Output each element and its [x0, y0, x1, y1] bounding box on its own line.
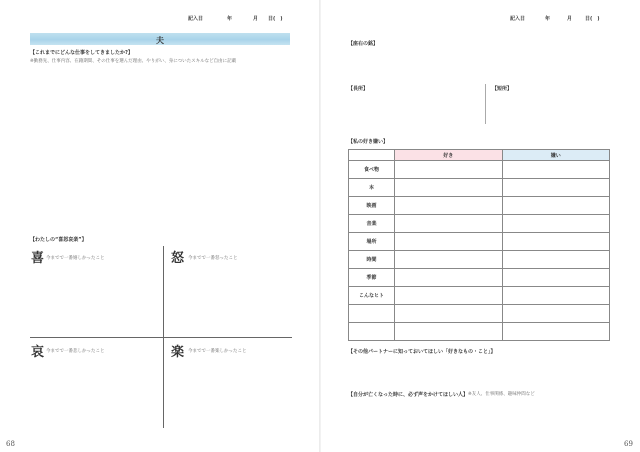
husband-header-label: 夫	[156, 36, 164, 45]
dislike-cell	[502, 251, 610, 269]
like-cell	[395, 179, 503, 197]
like-cell	[395, 287, 503, 305]
row-label: 本	[349, 179, 395, 197]
dislike-cell	[502, 269, 610, 287]
like-cell	[395, 233, 503, 251]
dislike-cell	[502, 323, 610, 341]
dislike-cell	[502, 197, 610, 215]
dislike-cell	[502, 161, 610, 179]
date-year: 年	[545, 16, 551, 22]
page-gutter	[319, 0, 321, 452]
husband-header-band	[30, 33, 290, 45]
dislike-cell	[502, 215, 610, 233]
career-note: ※勤務先、仕事内容、在籍期間、その仕事を選んだ理由、やりがい、身についたスキルなど自由に記載	[30, 59, 237, 64]
dislike-cell	[502, 179, 610, 197]
row-label: こんなヒト	[349, 287, 395, 305]
joy-prompt: 今までで一番嬉しかったこと	[46, 256, 105, 261]
date-month: 月	[567, 16, 573, 22]
right-page-number: 69	[624, 440, 633, 448]
header-like: 好き	[395, 150, 503, 161]
pleasure-kanji: 楽	[171, 345, 185, 360]
row-label	[349, 305, 395, 323]
table-row	[349, 179, 610, 197]
like-cell	[395, 251, 503, 269]
row-label: 食べ物	[349, 161, 395, 179]
likes-table-header	[349, 150, 610, 161]
joy-kanji: 喜	[31, 251, 45, 266]
table-row	[349, 323, 610, 341]
dislike-cell	[502, 233, 610, 251]
left-page-number: 68	[6, 440, 15, 448]
like-cell	[395, 323, 503, 341]
sorrow-kanji: 哀	[31, 345, 45, 360]
table-row	[349, 161, 610, 179]
table-row	[349, 287, 610, 305]
header-dislike: 嫌い	[502, 150, 610, 161]
date-label: 記入日	[188, 16, 204, 22]
emotions-heading: 【わたしの“喜怒哀楽”】	[30, 237, 87, 243]
pleasure-prompt: 今までで一番楽しかったこと	[188, 349, 247, 354]
weaknesses-heading: 【短所】	[492, 86, 513, 92]
date-year: 年	[227, 16, 233, 22]
table-row	[349, 215, 610, 233]
partner-heading: 【その他パートナーに知っておいてほしい「好きなもの・こと」】	[348, 349, 496, 355]
date-month: 月	[253, 16, 259, 22]
strengths-heading: 【長所】	[348, 86, 369, 92]
like-cell	[395, 197, 503, 215]
motto-heading: 【座右の銘】	[348, 41, 379, 47]
career-heading: 【これまでにどんな仕事をしてきましたか?】	[30, 50, 133, 56]
contact-note: ※友人、仕事関係、趣味仲間など	[468, 392, 535, 397]
like-cell	[395, 161, 503, 179]
row-label: 時間	[349, 251, 395, 269]
dislike-cell	[502, 305, 610, 323]
likes-table	[348, 149, 610, 341]
sorrow-prompt: 今までで一番悲しかったこと	[46, 349, 105, 354]
contact-heading: 【自分が亡くなった時に、必ず声をかけてほしい人】	[348, 392, 469, 398]
table-row	[349, 305, 610, 323]
row-label: 音楽	[349, 215, 395, 233]
like-cell	[395, 269, 503, 287]
anger-kanji: 怒	[171, 251, 185, 266]
date-day: 日( )	[268, 16, 283, 22]
date-day: 日( )	[585, 16, 600, 22]
table-row	[349, 251, 610, 269]
header-blank	[349, 150, 395, 161]
like-cell	[395, 215, 503, 233]
likes-heading: 【私の好き嫌い】	[348, 139, 389, 145]
like-cell	[395, 305, 503, 323]
table-row	[349, 233, 610, 251]
table-row	[349, 269, 610, 287]
strengths-divider	[485, 84, 486, 124]
date-label: 記入日	[510, 16, 526, 22]
dislike-cell	[502, 287, 610, 305]
table-row	[349, 197, 610, 215]
row-label	[349, 323, 395, 341]
row-label: 場所	[349, 233, 395, 251]
row-label: 季節	[349, 269, 395, 287]
row-label: 映画	[349, 197, 395, 215]
anger-prompt: 今までで一番怒ったこと	[188, 256, 238, 261]
grid-horizontal-divider	[30, 337, 292, 338]
